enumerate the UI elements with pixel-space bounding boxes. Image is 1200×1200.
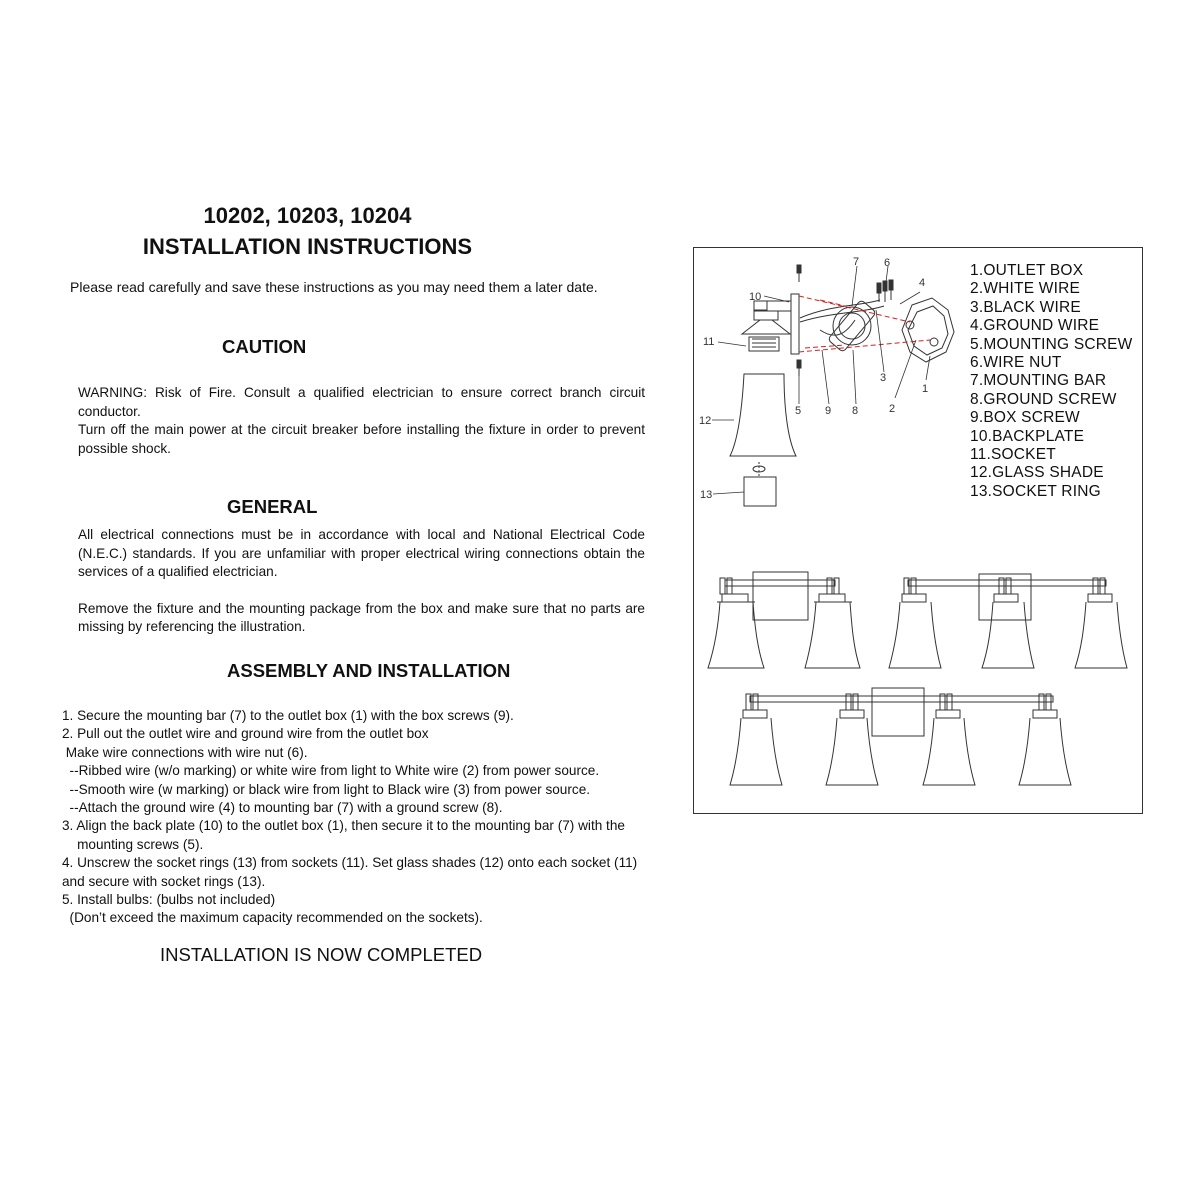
outlet-box-illustration — [902, 298, 954, 362]
socket-ring-illustration — [744, 462, 776, 506]
legend-item: 4.GROUND WIRE — [970, 317, 1100, 335]
legend-item: 8.GROUND SCREW — [970, 390, 1117, 408]
legend-item: 13.SOCKET RING — [970, 482, 1101, 500]
caution-power-off: Turn off the main power at the circuit breaker before installing the fixture in order to prevent possible shock. — [78, 422, 645, 456]
fixture-4-light — [730, 688, 1071, 785]
fixture-3-light — [889, 574, 1127, 668]
page-title: INSTALLATION INSTRUCTIONS — [142, 234, 473, 259]
socket-illustration — [742, 311, 790, 351]
legend-item: 7.MOUNTING BAR — [970, 372, 1107, 390]
callout-5: 5 — [795, 405, 802, 417]
legend-item: 11.SOCKET — [970, 446, 1056, 464]
legend-item: 6.WIRE NUT — [970, 354, 1062, 372]
step-line: (Don’t exceed the maximum capacity recommended on the sockets). — [62, 910, 483, 926]
callout-4: 4 — [919, 277, 926, 289]
caution-warning: WARNING: Risk of Fire. Consult a qualified electrician to ensure correct branch circuit conductor. — [78, 385, 645, 419]
callout-3: 3 — [880, 372, 887, 384]
step-line: and secure with socket rings (13). — [62, 873, 266, 889]
step-line: --Smooth wire (w marking) or black wire from light to Black wire (3) from power source. — [62, 781, 591, 797]
step-line: Make wire connections with wire nut (6). — [62, 744, 308, 760]
glass-shade-illustration — [730, 374, 796, 456]
callout-10: 10 — [749, 291, 762, 303]
fixture-2-light — [708, 572, 860, 668]
step-line: 1. Secure the mounting bar (7) to the outlet box (1) with the box screws (9). — [62, 708, 514, 723]
completion-note: INSTALLATION IS NOW COMPLETED — [160, 944, 483, 965]
caution-heading: CAUTION — [222, 336, 307, 357]
legend-item: 12.GLASS SHADE — [970, 464, 1104, 482]
callout-7: 7 — [853, 256, 860, 268]
step-line: 2. Pull out the outlet wire and ground wire from the outlet box — [62, 726, 429, 742]
model-numbers: 10202, 10203, 10204 — [203, 203, 412, 228]
callout-2: 2 — [889, 403, 896, 415]
parts-legend — [970, 262, 1133, 501]
step-line: 5. Install bulbs: (bulbs not included) — [62, 892, 276, 908]
legend-item: 10.BACKPLATE — [970, 427, 1085, 445]
legend-item: 5.MOUNTING SCREW — [970, 335, 1133, 353]
general-code-note: All electrical connections must be in accordance with local and National Electrical Code (N.E.C.) standards. If you are unfamiliar with proper electrical wiring connections obtain the services of a qualified electrician. — [78, 527, 645, 579]
callout-12: 12 — [699, 415, 712, 427]
legend-item: 1.OUTLET BOX — [970, 262, 1084, 279]
assembly-heading: ASSEMBLY AND INSTALLATION — [227, 660, 511, 681]
legend-item: 9.BOX SCREW — [970, 409, 1080, 427]
callout-1: 1 — [922, 383, 929, 395]
step-line: --Attach the ground wire (4) to mounting bar (7) with a ground screw (8). — [62, 800, 503, 816]
callout-13: 13 — [700, 489, 713, 501]
callout-9: 9 — [825, 405, 832, 417]
legend-item: 2.WHITE WIRE — [970, 280, 1081, 298]
callout-11: 11 — [703, 336, 715, 348]
step-line: mounting screws (5). — [62, 836, 204, 852]
intro-text: Please read carefully and save these instructions as you may need them a later date. — [70, 279, 598, 295]
step-line: 3. Align the back plate (10) to the outlet box (1), then secure it to the mounting bar (7) with the — [62, 818, 625, 834]
callout-8: 8 — [852, 405, 859, 417]
general-parts-note: Remove the fixture and the mounting package from the box and make sure that no parts are missing by referencing the illustration. — [78, 600, 645, 634]
callout-6: 6 — [884, 257, 891, 269]
legend-item: 3.BLACK WIRE — [970, 298, 1081, 316]
wire-nut-illustration — [877, 280, 893, 302]
general-heading: GENERAL — [227, 496, 318, 517]
callout-numbers — [699, 256, 928, 501]
step-line: --Ribbed wire (w/o marking) or white wire from light to White wire (2) from power source. — [62, 763, 600, 779]
step-line: 4. Unscrew the socket rings (13) from sockets (11). Set glass shades (12) onto each socket (11) — [62, 855, 638, 871]
